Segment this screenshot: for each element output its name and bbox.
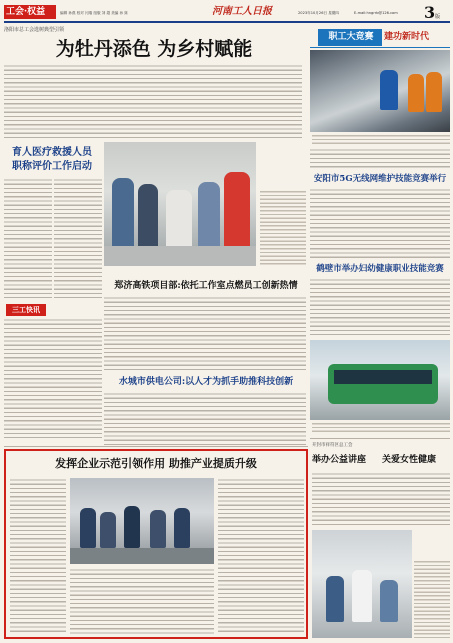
edit-info-item: 刘 超 — [101, 11, 111, 15]
article-body — [10, 478, 66, 634]
article-body — [4, 318, 102, 440]
article-body — [310, 148, 450, 170]
banner-slogan: 建功新时代 — [384, 32, 430, 42]
photo-figure — [380, 580, 398, 622]
headline-line: 职称评价工作启动 — [12, 161, 92, 172]
photo-figure — [80, 508, 96, 548]
edit-info-item: 编辑 — [60, 11, 68, 15]
photo-caption — [312, 422, 450, 434]
headline-line: 育人医疗救援人员 — [12, 147, 92, 158]
news-photo-lecture — [312, 530, 412, 638]
issue-date: 2023年10月26日 星期四 — [298, 11, 339, 15]
photo-figure — [112, 178, 134, 248]
email: E-mail:hngrrb@126.com — [354, 11, 398, 15]
edit-info-item: 美编 — [111, 11, 119, 15]
news-photo-bus — [310, 340, 450, 420]
section-divider — [4, 446, 308, 447]
page-number-digit: 3 — [424, 3, 436, 20]
masthead-rule — [4, 21, 450, 23]
photo-figure — [224, 172, 250, 248]
quick-news-label: 三工快讯 — [6, 304, 46, 316]
article-headline: 郑济高铁项目部:依托工作室点燃员工创新热情 — [114, 281, 298, 291]
photo-figure — [124, 506, 140, 548]
photo-figure — [198, 182, 220, 248]
photo-caption — [312, 134, 450, 146]
article-body — [312, 472, 450, 526]
edit-info-item: 孙燕 — [68, 11, 76, 15]
article-headline: 为牡丹添色 为乡村赋能 — [55, 38, 253, 60]
article-body — [104, 296, 306, 370]
photo-figure — [166, 190, 192, 248]
photo-bus-window — [334, 370, 432, 384]
article-body — [4, 178, 52, 300]
article-body — [104, 268, 306, 276]
article-body — [4, 64, 302, 138]
edit-info-item: 组版 — [93, 11, 101, 15]
news-photo-training — [70, 478, 214, 564]
photo-figure — [174, 508, 190, 548]
article-body — [54, 178, 102, 300]
article-headline-left: 举办公益讲座 — [312, 455, 367, 465]
section-tab-label: 工会·权益 — [6, 7, 46, 17]
page-number-unit: 版 — [435, 14, 441, 20]
article-body — [310, 278, 450, 336]
article-body — [104, 392, 306, 446]
news-photo-group — [104, 142, 256, 266]
article-headline: 水城市供电公司:以人才为抓手助推科技创新 — [118, 377, 294, 387]
paper-title: 河南工人日报 — [212, 6, 272, 17]
photo-caption — [260, 190, 306, 266]
article-body — [70, 568, 214, 634]
article-headline: 鹤壁市举办妇幼健康职业技能竞赛 — [316, 264, 444, 274]
section-divider — [310, 438, 450, 439]
photo-table — [104, 246, 256, 266]
article-headline: 发挥企业示范引领作用 助推产业提质升级 — [55, 457, 257, 470]
edit-info-item: 校对 — [76, 11, 84, 15]
article-body — [310, 188, 450, 258]
news-photo-workers — [310, 50, 450, 132]
photo-figure — [150, 510, 166, 548]
banner-rule — [310, 47, 450, 48]
banner-label: 职工大竞赛 — [328, 32, 374, 42]
article-headline: 安阳市5G无线网维护技能竞赛举行 — [313, 174, 447, 184]
page-number — [424, 3, 450, 20]
photo-figure — [408, 74, 424, 112]
article-headline — [4, 146, 100, 174]
edit-info-item: 闫瑞 — [85, 11, 93, 15]
photo-figure — [352, 570, 372, 622]
photo-figure — [426, 72, 442, 112]
photo-figure — [138, 184, 158, 248]
edit-info — [60, 10, 210, 17]
article-kicker: 洛阳市总工会选树典型引领 — [4, 27, 65, 33]
photo-figure — [326, 576, 344, 622]
photo-figure — [380, 70, 398, 110]
photo-floor — [70, 548, 214, 564]
photo-caption — [414, 560, 450, 638]
photo-figure — [100, 512, 116, 548]
article-kicker: 开封市祥符区总工会 — [312, 443, 353, 448]
article-headline-right: 关爱女性健康 — [382, 455, 437, 465]
edit-info-item: 孙 妹 — [119, 11, 128, 15]
article-body — [218, 478, 304, 634]
